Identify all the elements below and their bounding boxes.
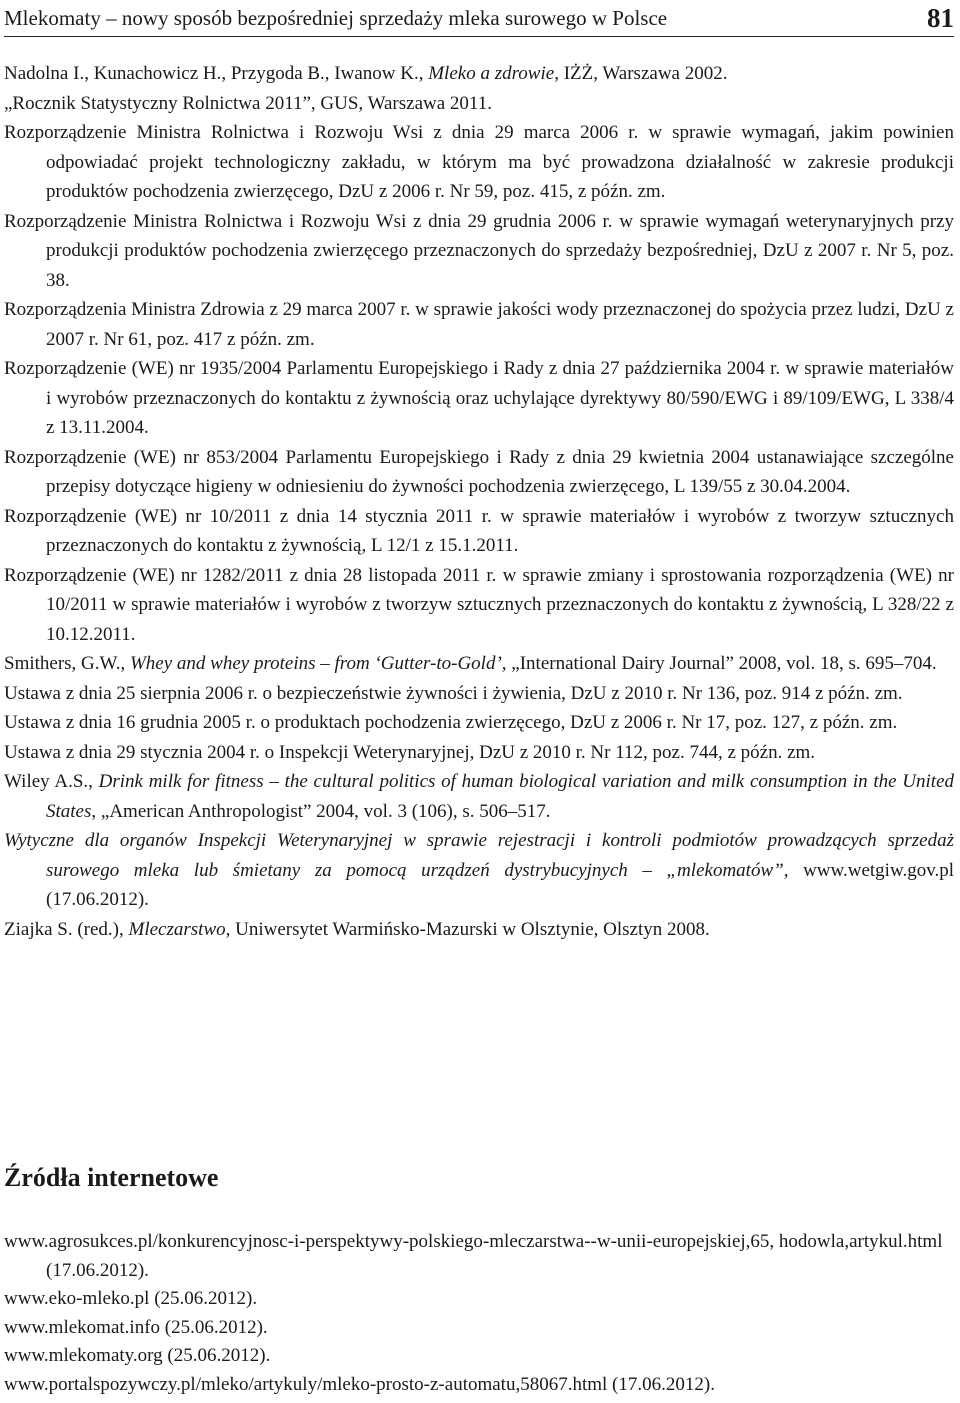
reference-entry (4, 826, 954, 915)
page-number: 81 (927, 2, 954, 33)
reference-text: Ustawa z dnia 25 sierpnia 2006 r. o bezpieczeństwie żywności i żywienia, DzU z 2010 r. Nr 136, poz. 914 z późn. zm. (4, 682, 903, 704)
reference-text: Rozporządzenie (WE) nr 853/2004 Parlamentu Europejskiego i Rady z dnia 29 kwietnia 2004 ustanawiające szczególne przepisy dotyczące higieny w odniesieniu do żywności pochodzenia zwierzęcego, L 139/55 z 30.04.2004. (4, 446, 954, 497)
reference-text: „Rocznik Statystyczny Rolnictwa 2011”, GUS, Warszawa 2011. (4, 92, 492, 114)
reference-text: Rozporządzenie Ministra Rolnictwa i Rozwoju Wsi z dnia 29 grudnia 2006 r. w sprawie wymagań weterynaryjnych przy produkcji produktów pochodzenia zwierzęcego przeznaczonych do sprzedaży bezpośredniej, DzU z 2007 r. Nr 5, poz. 38. (4, 210, 954, 291)
running-title: Mlekomaty – nowy sposób bezpośredniej sprzedaży mleka surowego w Polsce (4, 5, 668, 30)
internet-source-link[interactable]: www.eko-mleko.pl (25.06.2012). (4, 1288, 258, 1309)
bibliography-list (4, 59, 954, 944)
reference-entry (4, 118, 954, 207)
reference-entry (4, 649, 954, 679)
reference-entry (4, 738, 954, 768)
reference-entry (4, 89, 954, 119)
reference-entry (4, 443, 954, 502)
running-header (4, 0, 954, 37)
reference-text: Rozporządzenie (WE) nr 1935/2004 Parlamentu Europejskiego i Rady z dnia 27 października 2004 r. w sprawie materiałów i wyrobów przeznaczonych do kontaktu z żywnością oraz uchylające dyrektywy 80/590/EWG i 89/109/EWG, L 338/4 z 13.11.2004. (4, 358, 954, 438)
reference-entry (4, 354, 954, 443)
reference-entry (4, 679, 954, 709)
reference-text: Rozporządzenie (WE) nr 10/2011 z dnia 14 stycznia 2011 r. w sprawie materiałów i wyrobów z tworzyw sztucznych przeznaczonych do kontaktu z żywnością, L 12/1 z 15.1.2011. (4, 505, 954, 556)
reference-entry (4, 767, 954, 826)
reference-entry (4, 915, 954, 945)
reference-title: Mleczarstwo (128, 918, 226, 940)
reference-text: Smithers, G.W., (4, 653, 130, 674)
internet-source-link[interactable]: www.agrosukces.pl/konkurencyjnosc-i-perspektywy-polskiego-mleczarstwa--w-unii-europejskiej,65, hodowla,artykul.html (17.06.2012). (4, 1231, 943, 1281)
reference-entry (4, 561, 954, 650)
reference-text: Ziajka S. (red.), (4, 918, 129, 940)
reference-text: Rozporządzenia Ministra Zdrowia z 29 marca 2007 r. w sprawie jakości wody przeznaczonej do spożycia przez ludzi, DzU z 2007 r. Nr 61, poz. 417 z późn. zm. (4, 299, 954, 350)
reference-text-tail: , www.wetgiw.gov.pl (17.06.2012). (46, 859, 954, 910)
internet-sources-list (4, 1228, 954, 1399)
reference-title: Drink milk for fitness – the cultural politics of human biological variation and milk consumption in the United States (46, 771, 955, 822)
reference-text-tail: , IŻŻ, Warszawa 2002. (554, 63, 728, 84)
reference-text-tail: , Uniwersytet Warmińsko-Mazurski w Olsztynie, Olsztyn 2008. (225, 918, 710, 940)
reference-text: Ustawa z dnia 16 grudnia 2005 r. o produktach pochodzenia zwierzęcego, DzU z 2006 r. Nr 17, poz. 127, z późn. zm. (4, 712, 898, 733)
reference-text-tail: , „International Dairy Journal” 2008, vol. 18, s. 695–704. (501, 653, 937, 674)
reference-entry (4, 59, 954, 89)
reference-text: Ustawa z dnia 29 stycznia 2004 r. o Inspekcji Weterynaryjnej, DzU z 2010 r. Nr 112, poz. 744, z późn. zm. (4, 741, 816, 763)
reference-entry (4, 207, 954, 296)
internet-source-link[interactable]: www.portalspozywczy.pl/mleko/artykuly/mleko-prosto-z-automatu,58067.html (17.06.2012). (4, 1373, 715, 1395)
internet-source-link[interactable]: www.mlekomaty.org (25.06.2012). (4, 1345, 271, 1366)
reference-text: Rozporządzenie Ministra Rolnictwa i Rozwoju Wsi z dnia 29 marca 2006 r. w sprawie wymagań, jakim powinien odpowiadać projekt technologiczny zakładu, w którym ma być prowadzona działalność w zakresie produkcji produktów pochodzenia zwierzęcego, DzU z 2006 r. Nr 59, poz. 415, z późn. zm. (4, 122, 954, 202)
reference-text-tail: , „American Anthropologist” 2004, vol. 3 (106), s. 506–517. (91, 800, 551, 822)
reference-entry (4, 708, 954, 738)
reference-text: Wiley A.S., (4, 771, 99, 792)
internet-source-link[interactable]: www.mlekomat.info (25.06.2012). (4, 1316, 268, 1338)
reference-entry (4, 295, 954, 354)
reference-entry (4, 502, 954, 561)
reference-title: Wytyczne dla organów Inspekcji Weterynaryjnej w sprawie rejestracji i kontroli podmiotów prowadzących sprzedaż surowego mleka lub śmietany za pomocą urządzeń dystrybucyjnych – „mlekomatów” (4, 830, 954, 881)
reference-title: Whey and whey proteins – from ‘Gutter-to-Gold’ (129, 653, 502, 674)
section-heading-internet-sources: Źródła internetowe (4, 1163, 219, 1192)
reference-text: Nadolna I., Kunachowicz H., Przygoda B., Iwanow K., (4, 63, 429, 84)
reference-text: Rozporządzenie (WE) nr 1282/2011 z dnia 28 listopada 2011 r. w sprawie zmiany i sprostowania rozporządzenia (WE) nr 10/2011 w sprawie materiałów i wyrobów z tworzyw sztucznych przeznaczonych do kontaktu z żywnością, L 328/22 z 10.12.2011. (4, 564, 954, 645)
reference-title: Mleko a zdrowie (428, 63, 555, 84)
